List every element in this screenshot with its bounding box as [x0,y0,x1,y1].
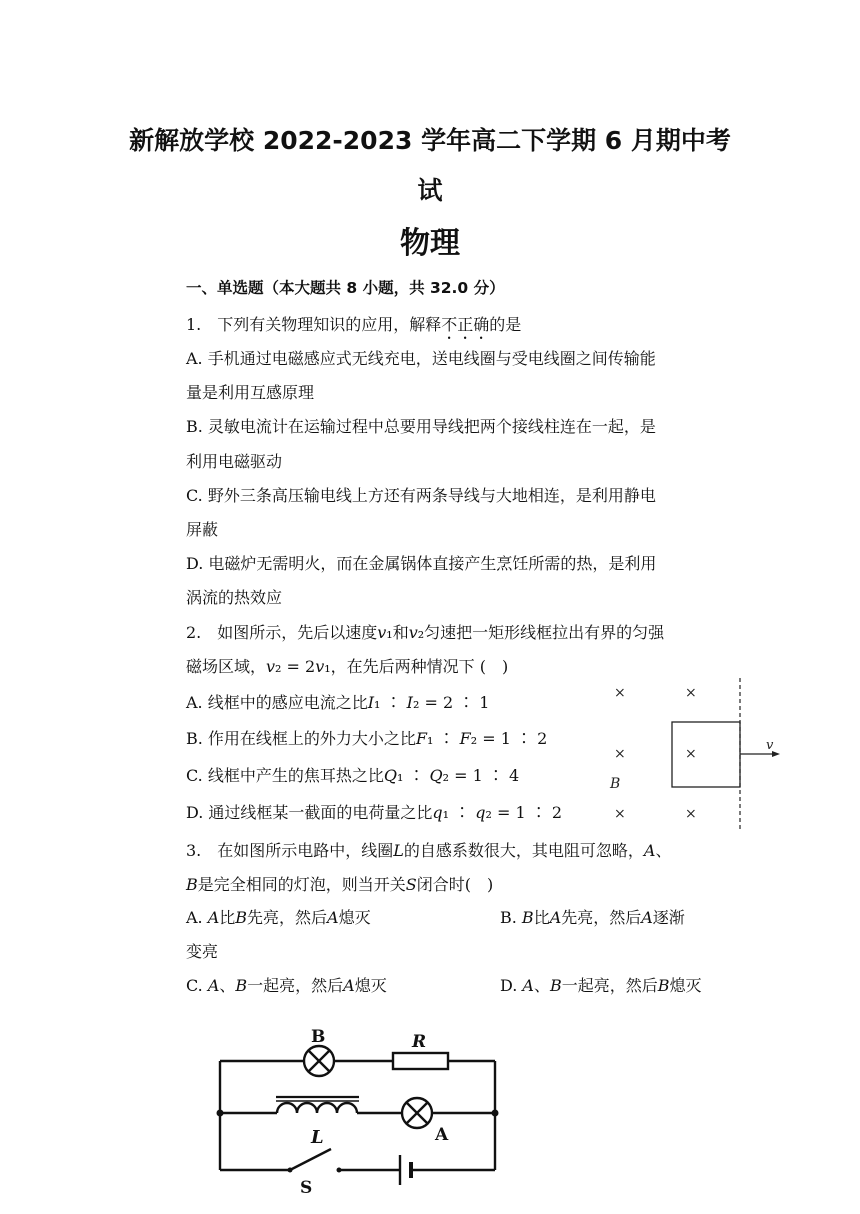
q3-option-d: D. 𝐴、𝐵一起亮，然后𝐵熄灭 [500,976,702,995]
q1-option-d-line1: D. 电磁炉无需明火，而在金属锅体直接产生烹饪所需的热，是利用 [186,554,657,573]
resistor-icon [393,1053,448,1069]
q2-option-d: D. 通过线框某一截面的电荷量之比𝑞₁ ∶ 𝑞₂ = 1 ∶ 2 [186,803,563,822]
rectangular-loop [672,722,740,787]
q1-option-c-line2: 屏蔽 [186,520,219,539]
q2-option-c: C. 线框中产生的焦耳热之比𝑄₁ ∶ 𝑄₂ = 1 ∶ 4 [186,766,520,785]
velocity-label: v [766,738,774,753]
subject-heading: 物理 [400,226,460,261]
q1-option-b-line1: B. 灵敏电流计在运输过程中总要用导线把两个接线柱连在一起，是 [186,417,656,436]
inductor-label: L [311,1127,324,1148]
field-mark: × [685,746,697,762]
q1-stem [186,312,521,343]
q2-option-a: A. 线框中的感应电流之比𝐼₁ ∶ 𝐼₂ = 2 ∶ 1 [186,693,490,712]
q3-option-a: A. 𝐴比𝐵先亮，然后𝐴熄灭 [186,908,371,927]
field-mark: × [685,685,697,701]
q3-option-b-line1: B. 𝐵比𝐴先亮，然后𝐴逐渐 [500,908,685,927]
lamp-b-label: B [311,1027,326,1047]
q1-stem-after: 的是 [489,315,522,334]
exam-title-line2: 试 [417,176,443,205]
q3-stem-line2: 𝐵是完全相同的灯泡，则当开关𝑆闭合时( ) [186,875,494,894]
section-heading: 一、单选题（本大题共 8 小题，共 32.0 分） [186,279,505,297]
junction-dot [217,1110,224,1117]
q2-option-b: B. 作用在线框上的外力大小之比𝐹₁ ∶ 𝐹₂ = 1 ∶ 2 [186,729,548,748]
q1-option-c-line1: C. 野外三条高压输电线上方还有两条导线与大地相连，是利用静电 [186,486,656,505]
inductor-icon [277,1103,357,1113]
q2-stem-line2: 磁场区域，𝑣₂ = 2𝑣₁，在先后两种情况下 ( ) [186,657,509,676]
switch-label: S [300,1178,313,1197]
q1-option-d-line2: 涡流的热效应 [186,588,283,607]
q2-stem-line1: 2. 如图所示，先后以速度𝑣₁和𝑣₂匀速把一矩形线框拉出有界的匀强 [186,623,665,642]
exam-title-line1: 新解放学校 2022-2023 学年高二下学期 6 月期中考 [129,126,731,155]
circuit-diagram [205,1025,515,1197]
field-mark: × [614,806,626,822]
q1-option-a-line2: 量是利用互感原理 [186,383,315,402]
q1-option-b-line2: 利用电磁驱动 [186,452,283,471]
switch-icon [290,1149,331,1170]
lamp-a-label: A [435,1125,449,1145]
field-mark: × [614,746,626,762]
field-mark: × [614,685,626,701]
q1-stem-before: 1. 下列有关物理知识的应用，解释 [186,315,442,334]
field-mark: × [685,806,697,822]
magnetic-field-figure [600,676,820,834]
q1-stem-emphasis: 不正确 [441,315,490,334]
junction-dot [492,1110,499,1117]
q1-option-a-line1: A. 手机通过电磁感应式无线充电，送电线圈与受电线圈之间传输能 [186,349,656,368]
field-b-label: B [610,776,621,792]
resistor-label: R [412,1032,427,1052]
q3-stem-line1: 3. 在如图所示电路中，线圈𝐿的自感系数很大，其电阻可忽略，𝐴、 [186,841,672,860]
q3-option-b-line2: 变亮 [186,942,219,961]
q3-option-c: C. 𝐴、𝐵一起亮，然后𝐴熄灭 [186,976,387,995]
